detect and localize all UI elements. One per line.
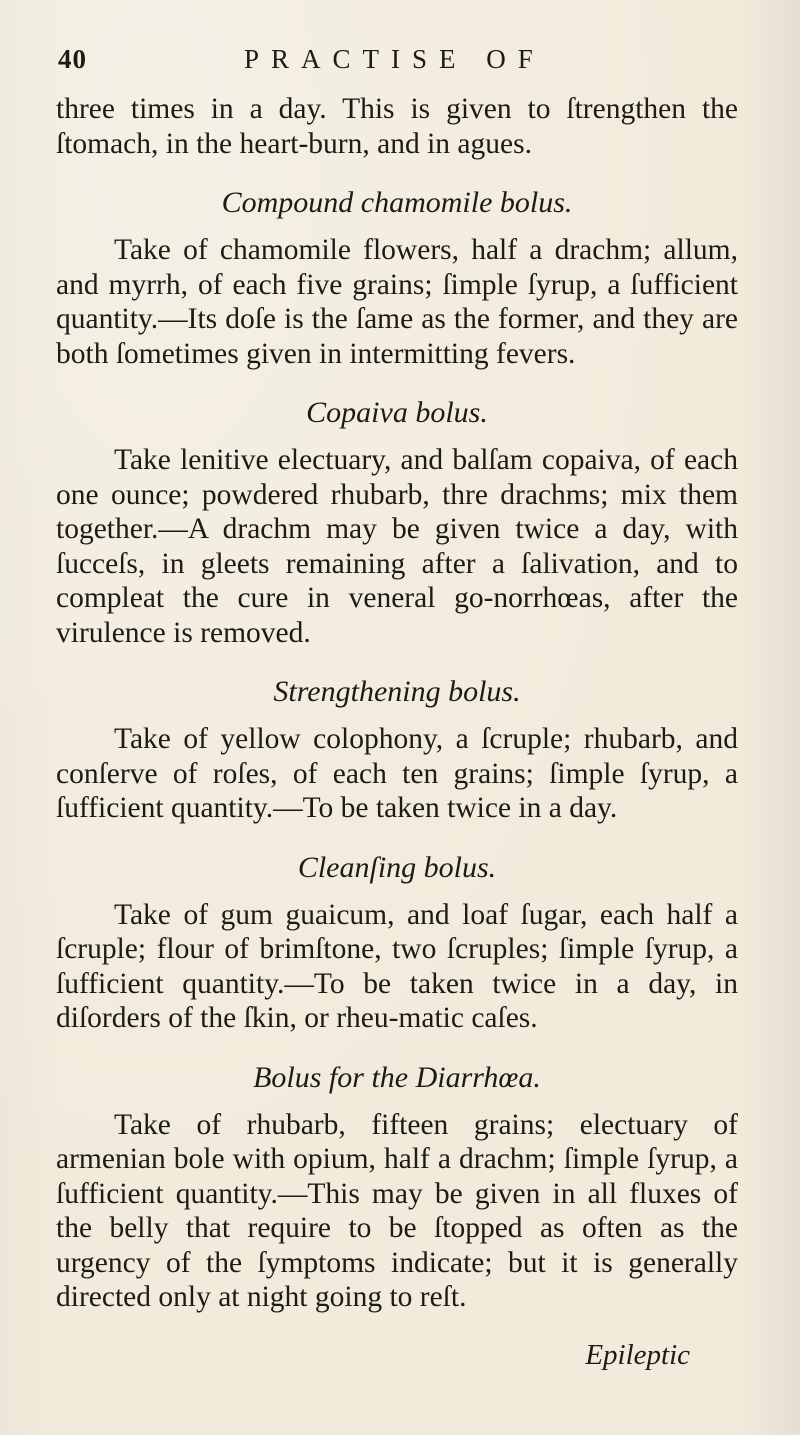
section-text-diarrhoea: Take of rhubarb, fifteen grains; electuary of armenian bole with opium, half a drachm; ſimple ſyrup, a ſufficient quantity.—This may be given in all fluxes of the belly that require to be ſtopped as often as the urgency of the ſymptoms indicate; but it is generally directed only at night going to reſt. [56,1108,738,1313]
section-heading-copaiva: Copaiva bolus. [306,396,488,429]
section-heading-cleansing: Cleanſing bolus. [297,850,497,884]
page-number: 40 [58,44,87,74]
running-title: PRACTISE OF [244,44,545,74]
page-body [56,92,738,1372]
section-text-strengthening: Take of yellow colophony, a ſcruple; rhubarb, and conſerve of roſes, of each ten grains; ſimple ſyrup, a ſufficient quantity.—To be taken twice in a day. [56,723,738,824]
section-text-copaiva: Take lenitive electuary, and balſam copaiva, of each one ounce; powdered rhubarb, thre drachms; mix them together.—A drachm may be given twice a day, with ſucceſs, in gleets remaining after a ſalivation, and to compleat the cure in veneral go-norrhœas, after the virulence is removed. [56,444,738,649]
section-heading-strengthening: Strengthening bolus. [273,675,521,708]
catchword: Epileptic [585,1338,690,1371]
section-text-cleansing: Take of gum guaicum, and loaf ſugar, each half a ſcruple; flour of brimſtone, two ſcruples; ſimple ſyrup, a ſufficient quantity.—To be taken twice in a day, in diſorders of the ſkin, or rheu-matic caſes. [56,898,738,1034]
opening-paragraph: three times in a day. This is given to ſtrengthen the ſtomach, in the heart-burn, and in agues. [56,93,738,160]
running-head [56,42,738,82]
section-heading-diarrhoea: Bolus for the Diarrhœa. [253,1060,541,1094]
section-heading-chamomile: Compound chamomile bolus. [221,186,573,219]
section-text-chamomile: Take of chamomile flowers, half a drachm; allum, and myrrh, of each five grains; ſimple ſyrup, a ſufficient quantity.—Its doſe is the ſame as the former, and they are both ſometimes given in intermitting fevers. [56,234,738,370]
